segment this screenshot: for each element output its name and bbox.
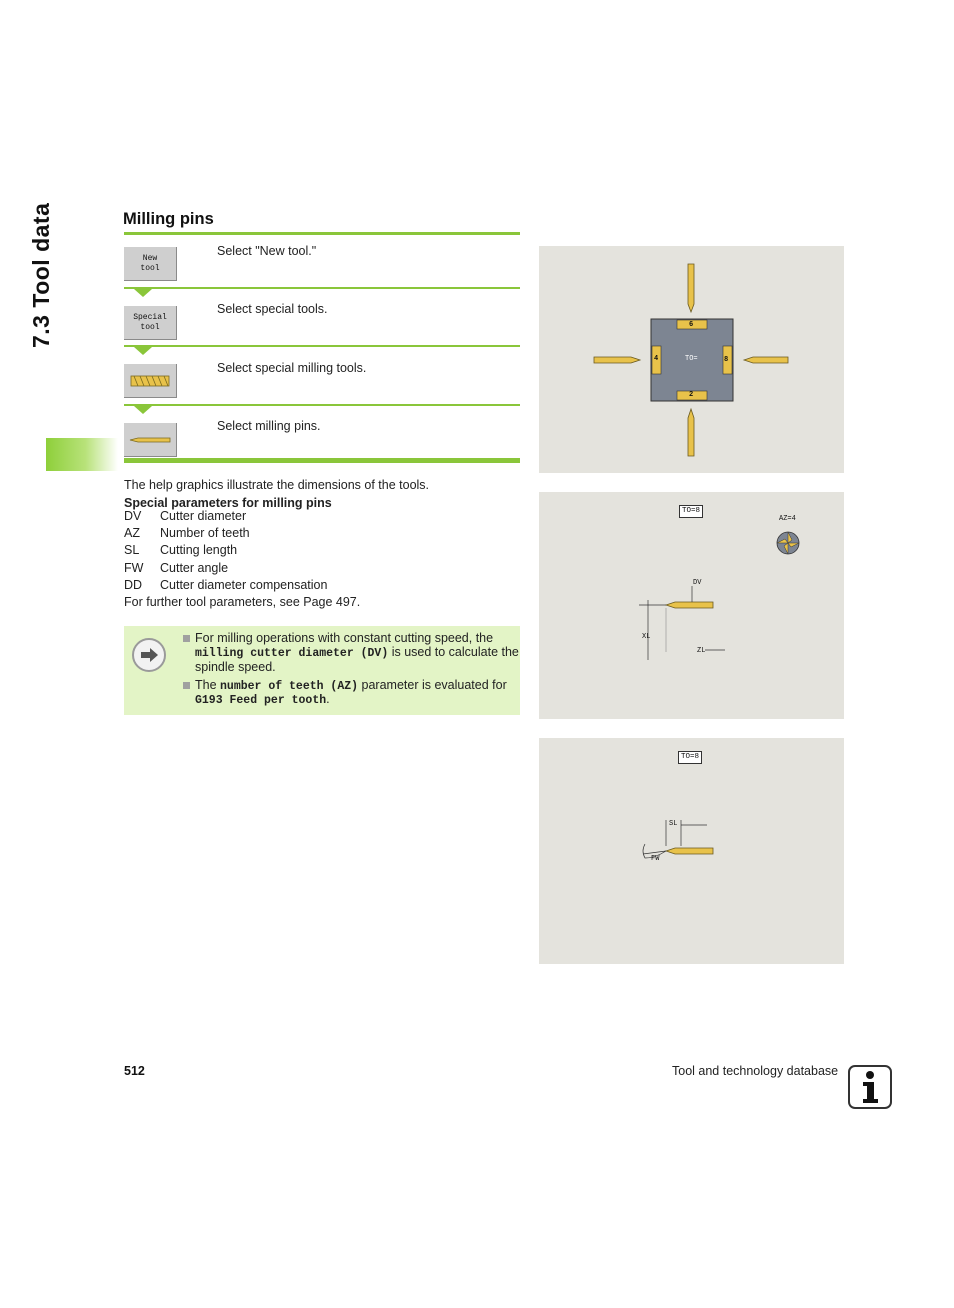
step-divider [124,345,520,347]
step-text: Select special tools. [217,302,328,316]
position-label: 4 [654,355,659,363]
param-code: FW [124,561,144,575]
param-desc: Number of teeth [160,526,250,540]
param-desc: Cutter diameter compensation [160,578,328,592]
cutting-length-angle-figure [539,738,844,964]
special-tool-softkey[interactable] [124,306,177,340]
tool-orientation-figure [539,246,844,473]
param-row [124,561,228,575]
bullet-marker [183,635,190,642]
param-row [124,509,246,523]
params-heading: Special parameters for milling pins [124,496,332,510]
chapter-title: 7.3 Tool data [28,202,54,348]
new-tool-softkey[interactable] [124,247,177,281]
step-divider [124,287,520,289]
page-number: 512 [124,1064,145,1078]
arrow-down-icon [134,406,152,414]
tool-orientation-label: TO= [685,355,698,363]
intro-text: The help graphics illustrate the dimensions of the tools. [124,478,430,492]
milling-pin-diagram [539,492,844,719]
milling-pins-softkey[interactable] [124,423,177,457]
info-icon [848,1065,892,1109]
step-text: Select special milling tools. [217,361,367,375]
position-label: 8 [724,356,729,364]
milling-pin-icon [128,435,172,445]
milling-tool-icon [130,374,170,388]
position-label: 6 [689,321,694,329]
softkey-label: tool [140,263,160,273]
note-text-part: The [195,678,221,692]
special-milling-tools-softkey[interactable] [124,364,177,398]
param-row [124,578,327,592]
param-desc: Cutter angle [160,561,229,575]
teeth-count-label: AZ=4 [779,515,796,523]
code-term: number of teeth (AZ) [220,680,359,693]
bullet-marker [183,682,190,689]
note-text: spindle speed. [195,660,276,674]
param-code: SL [124,543,140,557]
param-code: AZ [124,526,140,540]
step-text: Select milling pins. [217,419,321,433]
param-row [124,543,237,557]
dimension-label: XL [642,633,651,641]
param-desc: Cutter diameter [160,509,247,523]
note-arrow-icon [132,638,166,672]
param-code: DD [124,578,143,592]
chapter-tab-marker [46,438,118,471]
tool-orientation-label: TO=8 [679,505,703,518]
step-divider [124,404,520,406]
dimension-label: SL [669,820,678,828]
note-text [195,678,507,693]
section-title: Milling pins [123,210,214,228]
note-text-part: parameter is evaluated for [358,678,507,692]
softkey-label: tool [140,322,160,332]
dimension-label: FW [651,855,660,863]
code-term: G193 Feed per tooth [195,694,327,707]
dimension-label: ZL [697,647,706,655]
note-text [195,645,519,660]
section-rule [124,232,520,235]
tool-orientation-label: TO=8 [678,751,702,764]
note-text-part: . [326,692,330,706]
note-text: For milling operations with constant cutting speed, the [195,631,494,645]
param-row [124,526,250,540]
steps-end-rule [124,458,520,463]
note-text-part: is used to calculate the [388,645,519,659]
softkey-label: New [142,253,158,263]
cutting-length-angle-diagram [539,738,844,964]
param-desc: Cutting length [160,543,238,557]
note-text [195,692,330,707]
softkey-label: Special [133,312,167,322]
dimension-label: DV [693,579,702,587]
arrow-down-icon [134,289,152,297]
position-label: 2 [689,391,694,399]
arrow-down-icon [134,347,152,355]
further-params-text: For further tool parameters, see Page 497. [124,595,361,609]
code-term: milling cutter diameter (DV) [195,647,389,660]
step-text: Select "New tool." [217,244,317,258]
milling-pin-dimensions-figure [539,492,844,719]
param-code: DV [124,509,142,523]
footer-chapter-title: Tool and technology database [672,1064,839,1078]
